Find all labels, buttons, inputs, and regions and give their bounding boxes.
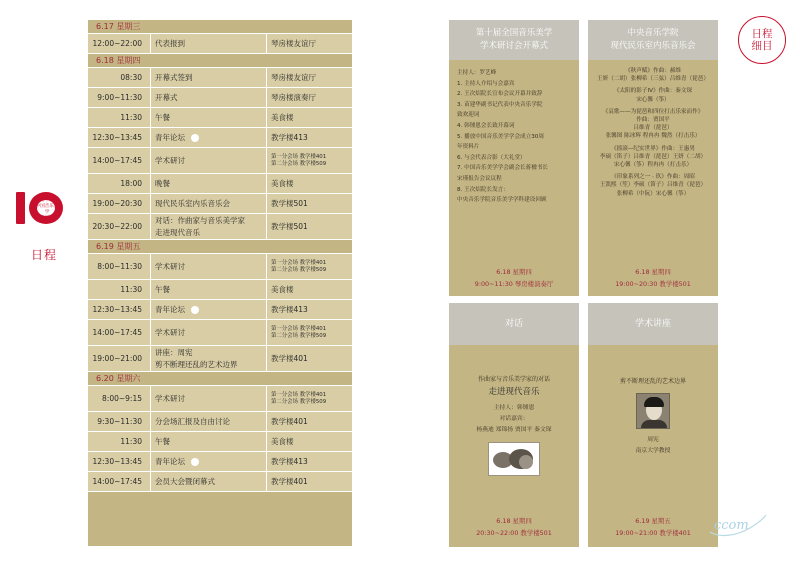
schedule-time: 14:00~17:45 <box>92 156 142 165</box>
event-text <box>155 416 266 428</box>
schedule-time: 12:30~13:45 <box>92 133 142 142</box>
dialogue-time-venue: 20:30~22:00 教学楼501 <box>476 529 552 537</box>
venue-text: 教学楼413 <box>271 457 308 466</box>
schedule-row <box>88 432 352 452</box>
lecture-date: 6.19 星期五 <box>635 517 671 525</box>
schedule-row <box>88 148 352 174</box>
schedule-row <box>88 174 352 194</box>
event-text <box>155 92 266 104</box>
event-label: 讲座：周宪 <box>155 347 193 357</box>
event-label: 青年论坛 <box>155 132 185 142</box>
schedule-time: 12:30~13:45 <box>92 457 142 466</box>
dialogue-title: 对话 <box>504 318 523 329</box>
program-line: 《印象系列之一 · 玖》作曲：周昭 <box>611 174 695 181</box>
schedule-venue <box>266 432 352 451</box>
schedule-event <box>150 346 266 371</box>
schedule-time: 19:00~21:00 <box>92 354 142 363</box>
event-label: 现代民乐室内乐音乐会 <box>155 198 230 208</box>
emblem-small-text: 第十届 中国音乐美学 学术研讨会 <box>35 198 59 221</box>
schedule-row <box>88 194 352 214</box>
event-text <box>155 132 266 144</box>
program-line: 主持人：罗艺峰 <box>457 70 497 76</box>
program-line: 宋瑾报告会议议程 <box>457 175 502 182</box>
schedule-venue <box>266 34 352 53</box>
schedule-venue <box>266 128 352 147</box>
event-text <box>155 436 266 448</box>
program-line: 6. 与会代表合影（大礼堂） <box>457 154 526 161</box>
schedule-event <box>150 254 266 279</box>
dialogue-headline: 走进现代音乐 <box>488 387 540 397</box>
schedule-details-stamp <box>738 16 786 64</box>
dialogue-footer <box>449 515 579 539</box>
lecture-card-header <box>588 303 718 345</box>
stamp-line-2: 细目 <box>751 40 773 52</box>
event-text <box>155 393 266 405</box>
schedule-event <box>150 412 266 431</box>
schedule-time: 8:00~9:15 <box>102 394 142 403</box>
day-label: 6.19 星期五 <box>96 242 141 251</box>
program-line: 4. 韩锺恩会长致开幕词 <box>457 122 515 129</box>
event-text <box>155 72 266 84</box>
schedule-event <box>150 194 266 213</box>
program-line: 《秋声赋》作曲：郝维 <box>625 68 681 74</box>
schedule-day-header <box>88 240 352 254</box>
venue-text: 第二分会场 教学楼509 <box>271 160 327 167</box>
schedule-time: 11:30 <box>120 113 142 122</box>
dialogue-host: 主持人：韩锺恩 <box>493 405 535 411</box>
forum-dot-icon <box>191 458 199 466</box>
event-label: 午餐 <box>155 436 170 446</box>
schedule-event <box>150 68 266 87</box>
schedule-row <box>88 34 352 54</box>
schedule-venue <box>266 194 352 213</box>
schedule-event <box>150 386 266 411</box>
opening-program <box>449 60 579 206</box>
schedule-time: 19:00~20:30 <box>92 199 142 208</box>
event-text <box>155 304 266 316</box>
event-label: 代表报到 <box>155 38 185 48</box>
concert-date: 6.18 星期四 <box>635 268 671 276</box>
schedule-venue <box>266 148 352 173</box>
venue-text: 教学楼413 <box>271 305 308 314</box>
concert-card-header <box>588 20 718 60</box>
program-line: 宋心馨（筝）程冉冉（打击乐） <box>613 162 693 169</box>
opening-title-line-2: 学术研讨会开幕式 <box>479 41 548 51</box>
program-line: 《哀歌——为琵琶和四位打击乐家而作》 <box>602 108 704 115</box>
event-text <box>155 112 266 124</box>
event-label: 对话：作曲家与音乐美学家 <box>155 215 245 225</box>
event-label: 开幕式 <box>155 92 178 102</box>
schedule-event <box>150 174 266 193</box>
event-label: 青年论坛 <box>155 456 185 466</box>
event-text <box>155 215 266 227</box>
schedule-row <box>88 108 352 128</box>
schedule-venue <box>266 88 352 107</box>
schedule-row <box>88 128 352 148</box>
venue-text: 教学楼401 <box>271 354 308 363</box>
venue-text: 第一分会场 教学楼401 <box>271 153 327 160</box>
schedule-venue <box>266 108 352 127</box>
program-line: 3. 苗建华副书记代表中央音乐学院 <box>457 101 543 108</box>
day-label: 6.17 星期三 <box>96 22 141 31</box>
program-line: 中央音乐学院音乐美学学科建设回顾 <box>457 197 547 204</box>
stamp-line-1: 日程 <box>751 28 773 40</box>
venue-text: 第二分会场 教学楼509 <box>271 398 327 405</box>
opening-time-venue: 9:00~11:30 琴房楼演奏厅 <box>474 280 554 288</box>
schedule-time: 12:30~13:45 <box>92 305 142 314</box>
venue-text: 第一分会场 教学楼401 <box>271 391 327 398</box>
program-line: 李硕（笛子）吕维青（琵琶）王妍（二胡） <box>599 153 707 160</box>
schedule-venue <box>266 280 352 299</box>
schedule-venue <box>266 174 352 193</box>
lecture-speaker: 周宪 <box>647 437 659 443</box>
event-label: 学术研讨 <box>155 393 185 403</box>
schedule-event <box>150 432 266 451</box>
venue-text: 第一分会场 教学楼401 <box>271 325 327 332</box>
schedule-row <box>88 412 352 432</box>
schedule-venue <box>266 300 352 319</box>
schedule-event <box>150 320 266 345</box>
lecture-affiliation: 南京大学教授 <box>635 448 671 454</box>
concert-title-line-2: 现代民乐室内乐音乐会 <box>610 41 696 51</box>
concert-card <box>588 20 718 296</box>
venue-text: 第二分会场 教学楼509 <box>271 332 327 339</box>
concert-title-line-1: 中央音乐学院 <box>627 28 679 38</box>
event-text <box>155 198 266 210</box>
schedule-event <box>150 88 266 107</box>
program-line: 2. 王次炤院长宣布会议开幕并致辞 <box>457 91 543 98</box>
program-line: 王妍（二胡）张柳希（三弦）吕维青（琵琶） <box>597 76 709 83</box>
concert-footer <box>588 266 718 290</box>
program-line: 王凯熙（笙）李硕（笛子）吕维青（琵琶） <box>599 182 707 189</box>
concert-time-venue: 19:00~20:30 教学楼501 <box>615 280 691 288</box>
schedule-venue <box>266 214 352 239</box>
speaker-photo <box>636 393 670 429</box>
program-line: 《摇滚—纪实世界》作曲：王惠男 <box>611 145 695 152</box>
event-label: 走进现代音乐 <box>155 227 200 237</box>
opening-card <box>449 20 579 296</box>
dialogue-guests-label: 对话嘉宾： <box>499 416 529 422</box>
venue-text: 教学楼413 <box>271 133 308 142</box>
schedule-venue <box>266 68 352 87</box>
program-line: 作曲：贾国平 <box>636 117 670 124</box>
event-text <box>155 327 266 339</box>
dialogue-guests: 杨燕迪 郑锦扬 贾国平 秦文琛 <box>476 427 552 433</box>
schedule-row <box>88 472 352 492</box>
event-label: 午餐 <box>155 284 170 294</box>
schedule-row <box>88 386 352 412</box>
schedule-event <box>150 280 266 299</box>
event-label: 开幕式签到 <box>155 72 193 82</box>
schedule-time: 8:00~11:30 <box>97 262 142 271</box>
schedule-venue <box>266 412 352 431</box>
schedule-event <box>150 148 266 173</box>
event-label: 分会场汇报及自由讨论 <box>155 416 230 426</box>
program-line: 1. 主持人介绍与会嘉宾 <box>457 80 515 87</box>
lecture-body <box>588 345 718 457</box>
schedule-event <box>150 300 266 319</box>
event-label: 午餐 <box>155 112 170 122</box>
event-text <box>155 456 266 468</box>
schedule-row <box>88 214 352 240</box>
venue-text: 琴房楼友谊厅 <box>271 39 316 48</box>
event-label: 学术研讨 <box>155 327 185 337</box>
opening-title-line-1: 第十届全国音乐美学 <box>475 28 553 38</box>
emblem-logo <box>14 192 74 226</box>
watermark-text: ccom <box>714 518 749 533</box>
event-text <box>155 284 266 296</box>
lecture-card <box>588 303 718 547</box>
program-line: 7. 中国音乐美学学会副会长蒋楹书长 <box>457 165 549 172</box>
dialogue-card-header <box>449 303 579 345</box>
program-line: 张柳希（中阮）宋心馨（筝） <box>616 190 690 197</box>
event-text <box>155 261 266 273</box>
ccom-watermark <box>706 512 768 538</box>
schedule-table <box>88 20 352 546</box>
venue-text: 美食楼 <box>271 179 294 188</box>
venue-text: 琴房楼友谊厅 <box>271 73 316 82</box>
event-label: 青年论坛 <box>155 304 185 314</box>
program-line: 吕维青（琵琶） <box>633 125 673 132</box>
schedule-venue <box>266 386 352 411</box>
venue-text: 第一分会场 教学楼401 <box>271 259 327 266</box>
schedule-row <box>88 280 352 300</box>
schedule-time: 08:30 <box>120 73 142 82</box>
dialogue-card <box>449 303 579 547</box>
venue-text: 教学楼401 <box>271 417 308 426</box>
program-line: 宋心馨（筝） <box>636 96 670 103</box>
schedule-row <box>88 346 352 372</box>
lecture-time-venue: 19:00~21:00 教学楼401 <box>615 529 691 537</box>
schedule-time: 11:30 <box>120 285 142 294</box>
schedule-time: 20:30~22:00 <box>92 222 142 231</box>
schedule-event <box>150 214 266 239</box>
forum-dot-icon <box>191 134 199 142</box>
schedule-time: 12:00~22:00 <box>92 39 142 48</box>
schedule-day-header <box>88 372 352 386</box>
schedule-time: 18:00 <box>120 179 142 188</box>
event-text <box>155 178 266 190</box>
emblem-title: 日程 <box>30 248 57 262</box>
event-text <box>155 359 266 371</box>
venue-text: 美食楼 <box>271 437 294 446</box>
event-label: 晚餐 <box>155 178 170 188</box>
schedule-event <box>150 128 266 147</box>
venue-text: 美食楼 <box>271 113 294 122</box>
venue-text: 美食楼 <box>271 285 294 294</box>
schedule-day-header <box>88 54 352 68</box>
schedule-event <box>150 452 266 471</box>
schedule-row <box>88 320 352 346</box>
event-label: 学术研讨 <box>155 261 185 271</box>
schedule-row <box>88 300 352 320</box>
day-label: 6.18 星期四 <box>96 56 141 65</box>
schedule-event <box>150 108 266 127</box>
venue-text: 琴房楼演奏厅 <box>271 93 316 102</box>
schedule-row <box>88 88 352 108</box>
venue-text: 教学楼501 <box>271 199 308 208</box>
lecture-lead: 剪不断理还乱的艺术边界 <box>619 378 686 385</box>
venue-text: 第二分会场 教学楼509 <box>271 266 327 273</box>
opening-card-header <box>449 20 579 60</box>
concert-program <box>588 60 718 198</box>
schedule-row <box>88 254 352 280</box>
venue-text: 教学楼401 <box>271 477 308 486</box>
lecture-title: 学术讲座 <box>634 318 671 329</box>
program-line: 《太阳的影子IV》作曲：秦文琛 <box>613 88 693 95</box>
forum-dot-icon <box>191 306 199 314</box>
schedule-venue <box>266 320 352 345</box>
dialogue-lead: 作曲家与音乐美学家的对话 <box>477 376 550 383</box>
schedule-venue <box>266 452 352 471</box>
event-label: 会员大会暨闭幕式 <box>155 476 215 486</box>
schedule-time: 14:00~17:45 <box>92 328 142 337</box>
schedule-venue <box>266 254 352 279</box>
event-text <box>155 155 266 167</box>
venue-text: 教学楼501 <box>271 222 308 231</box>
program-line: 张馨图 陈冰辉 程冉冉 魏然（打击乐） <box>605 133 701 140</box>
opening-footer <box>449 266 579 290</box>
program-line: 8. 王次炤院长发言： <box>457 186 509 193</box>
schedule-time: 9:30~11:30 <box>97 417 142 426</box>
program-line: 年资料片 <box>457 144 480 151</box>
anniversary-emblem <box>14 192 74 263</box>
schedule-event <box>150 34 266 53</box>
day-label: 6.20 星期六 <box>96 374 141 383</box>
dialogue-illustration <box>488 442 540 476</box>
dialogue-date: 6.18 星期四 <box>496 517 532 525</box>
schedule-row <box>88 452 352 472</box>
program-line: 致欢迎词 <box>457 112 480 119</box>
event-label: 学术研讨 <box>155 155 185 165</box>
schedule-time: 11:30 <box>120 437 142 446</box>
event-text <box>155 227 266 239</box>
event-label: 剪不断理还乱的艺术边界 <box>155 359 238 369</box>
emblem-digit-one <box>16 192 25 224</box>
schedule-time: 9:00~11:30 <box>97 93 142 102</box>
event-text <box>155 347 266 359</box>
event-text <box>155 38 266 50</box>
dialogue-body <box>449 345 579 476</box>
schedule-row <box>88 68 352 88</box>
schedule-day-header <box>88 20 352 34</box>
lecture-footer <box>588 515 718 539</box>
schedule-time: 14:00~17:45 <box>92 477 142 486</box>
event-text <box>155 476 266 488</box>
program-line: 5. 播放中国音乐美学学会成立30周 <box>457 133 544 140</box>
schedule-venue <box>266 346 352 371</box>
schedule-venue <box>266 472 352 491</box>
opening-date: 6.18 星期四 <box>496 268 532 276</box>
schedule-event <box>150 472 266 491</box>
